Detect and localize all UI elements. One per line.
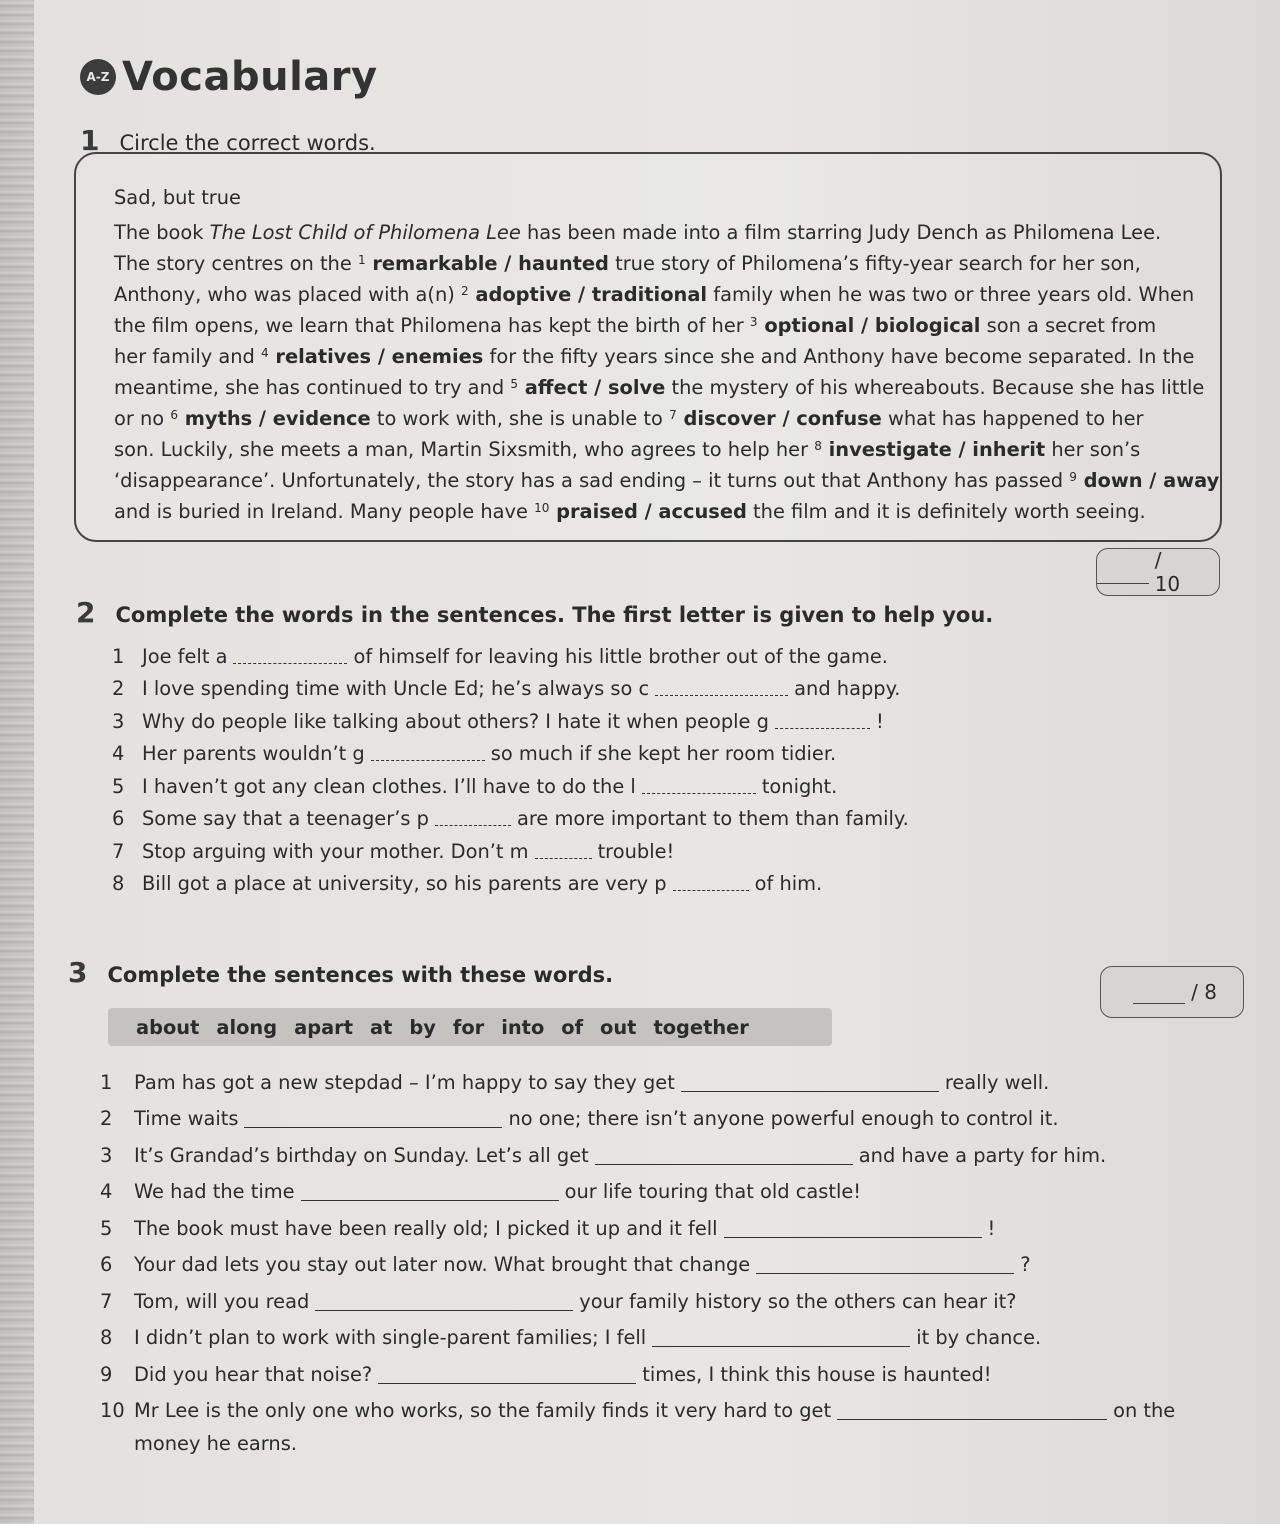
word-choice-option[interactable]: optional / biological (757, 314, 981, 337)
item-number: 1 (112, 644, 125, 668)
answer-blank[interactable] (378, 1365, 636, 1384)
sentence-end: ! (875, 709, 884, 733)
item-number: 8 (100, 1326, 113, 1350)
text-segment: or no (114, 407, 171, 430)
exercise-1-score-box (1096, 548, 1220, 596)
word-choice-option[interactable]: affect / solve (517, 376, 666, 399)
exercise-instruction: Complete the words in the sentences. The first letter is given to help you. (115, 603, 994, 627)
book-title: The Lost Child of Philomena Lee (209, 221, 521, 244)
sentence-continuation: money he earns. (134, 1431, 297, 1455)
word-bank-item: out (600, 1015, 637, 1039)
word-bank-item: by (409, 1015, 436, 1039)
text-line (114, 496, 1190, 527)
letter-blank[interactable] (775, 714, 870, 729)
letter-blank[interactable] (655, 681, 788, 696)
sentence-start: Why do people like talking about others? I hate it when people g (142, 709, 769, 733)
text-segment: family when he was two or three years old. When (707, 283, 1195, 306)
sentence-start: Pam has got a new stepdad – I’m happy to say they get (134, 1070, 675, 1094)
word-bank-item: for (452, 1015, 485, 1039)
sentence-start: Her parents wouldn’t g (142, 742, 365, 766)
sentence-item (100, 1247, 1175, 1284)
text-subtitle: Sad, but true (114, 186, 241, 209)
gap-number: 1 (357, 253, 366, 267)
sentence-start: Did you hear that noise? (134, 1362, 373, 1386)
sentence-start: We had the time (134, 1180, 295, 1204)
text-segment: son a secret from (980, 314, 1157, 337)
sentence-start: It’s Grandad’s birthday on Sunday. Let’s all get (134, 1143, 589, 1167)
sentence-item (100, 1283, 1175, 1320)
word-bank (108, 1008, 832, 1046)
sentence-start: Your dad lets you stay out later now. What brought that change (134, 1253, 751, 1277)
sentence-start: Bill got a place at university, so his parents are very p (142, 872, 667, 896)
sentence-item (100, 1393, 1175, 1430)
section-header (80, 54, 378, 100)
sentence-item (100, 1137, 1175, 1174)
exercise-3-list (100, 1064, 1175, 1457)
sentence-item (100, 1356, 1175, 1393)
sentence-end: ! (987, 1216, 996, 1240)
text-line (114, 310, 1190, 341)
sentence-item (112, 835, 909, 868)
exercise-number: 2 (76, 596, 96, 629)
sentence-item (112, 705, 909, 738)
sentence-end: tonight. (761, 774, 838, 798)
gap-number: 2 (461, 284, 469, 298)
answer-blank[interactable] (756, 1255, 1014, 1274)
sentence-end: no one; there isn’t anyone powerful enough to control it. (508, 1107, 1059, 1131)
item-number: 3 (100, 1143, 113, 1167)
item-number: 10 (100, 1399, 125, 1423)
text-line (114, 341, 1195, 372)
sentence-start: Time waits (134, 1107, 239, 1131)
text-body (114, 217, 1220, 527)
letter-blank[interactable] (371, 746, 485, 761)
word-bank-item: together (653, 1015, 749, 1039)
word-bank-item: about (136, 1015, 200, 1039)
text-segment: son. Luckily, she meets a man, Martin Sixsmith, who agrees to help her (114, 438, 815, 461)
sentence-end: and have a party for him. (858, 1143, 1107, 1167)
text-segment: The story centres on the (114, 252, 358, 275)
vocabulary-badge-icon: A-Z (80, 59, 116, 95)
text-segment: for the fifty years since she and Anthony have become separated. In the (483, 345, 1195, 368)
text-segment: and is buried in Ireland. Many people have (114, 500, 535, 523)
answer-blank[interactable] (595, 1146, 853, 1165)
score-total: / 10 (1154, 548, 1181, 596)
word-choice-option[interactable]: remarkable / haunted (365, 252, 609, 275)
text-line (114, 279, 1195, 310)
sentence-item (112, 738, 909, 771)
word-choice-option[interactable]: praised / accused (549, 500, 747, 523)
text-segment: true story of Philomena’s fifty-year search for her son, (608, 252, 1141, 275)
text-segment: meantime, she has continued to try and (114, 376, 511, 399)
sentence-end: so much if she kept her room tidier. (490, 742, 837, 766)
sentence-item (112, 803, 909, 836)
gap-number: 10 (534, 501, 550, 515)
item-number: 1 (100, 1070, 113, 1094)
word-bank-item: at (370, 1015, 393, 1039)
item-number: 5 (100, 1216, 113, 1240)
score-total: / 8 (1191, 980, 1217, 1004)
word-choice-option[interactable]: relatives / enemies (268, 345, 484, 368)
sentence-end: on the (1113, 1399, 1176, 1423)
sentence-item (100, 1210, 1175, 1247)
exercise-2-list (112, 640, 909, 900)
word-bank-item: along (216, 1015, 278, 1039)
word-choice-option[interactable]: myths / evidence (177, 407, 371, 430)
sentence-item (100, 1101, 1175, 1138)
word-choice-option[interactable]: discover / confuse (676, 407, 882, 430)
item-number: 4 (100, 1180, 113, 1204)
answer-blank[interactable] (244, 1109, 502, 1128)
item-number: 5 (112, 774, 125, 798)
letter-blank[interactable] (233, 649, 347, 664)
text-segment: to work with, she is unable to (370, 407, 670, 430)
gap-number: 5 (510, 377, 518, 391)
item-number: 2 (100, 1107, 113, 1131)
text-segment: ‘disappearance’. Unfortunately, the story has a sad ending – it turns out that Anthony has passed (114, 469, 1070, 492)
sentence-end: really well. (944, 1070, 1050, 1094)
gap-number: 7 (669, 408, 677, 422)
answer-blank[interactable] (315, 1292, 573, 1311)
text-segment: has been made into a film starring Judy Dench as Philomena Lee. (520, 221, 1162, 244)
text-line (114, 434, 1190, 465)
text-line (114, 465, 1220, 496)
sentence-item (100, 1174, 1175, 1211)
letter-blank[interactable] (642, 779, 756, 794)
text-segment: her family and (114, 345, 262, 368)
sentence-end: times, I think this house is haunted! (642, 1362, 992, 1386)
item-number: 8 (112, 872, 125, 896)
sentence-start: I haven’t got any clean clothes. I’ll have to do the l (142, 774, 636, 798)
gap-number: 6 (170, 408, 178, 422)
word-choice-option[interactable]: adoptive / traditional (468, 283, 708, 306)
sentence-end: of him. (754, 872, 823, 896)
gap-number: 4 (261, 346, 269, 360)
sentence-end: are more important to them than family. (516, 807, 909, 831)
item-number: 2 (112, 677, 125, 701)
word-bank-item: into (501, 1015, 545, 1039)
text-segment: the film opens, we learn that Philomena has kept the birth of her (114, 314, 750, 337)
text-line (114, 403, 1190, 434)
answer-blank[interactable] (681, 1073, 939, 1092)
gap-number: 8 (814, 439, 822, 453)
item-number: 7 (100, 1289, 113, 1313)
text-segment: the mystery of his whereabouts. Because she has little (665, 376, 1205, 399)
sentence-end: your family history so the others can hear it? (579, 1289, 1017, 1313)
text-segment: Anthony, who was placed with a(n) (114, 283, 461, 306)
sentence-item (112, 868, 909, 901)
item-number: 3 (112, 709, 125, 733)
sentence-end: our life touring that old castle! (564, 1180, 862, 1204)
sentence-start: Tom, will you read (134, 1289, 310, 1313)
word-choice-option[interactable]: down / away (1076, 469, 1220, 492)
exercise-number: 3 (68, 956, 88, 989)
sentence-item (112, 770, 909, 803)
sentence-start: I didn’t plan to work with single-parent families; I fell (134, 1326, 647, 1350)
text-line (114, 372, 1205, 403)
sentence-start: Some say that a teenager’s p (142, 807, 429, 831)
sentence-start: Mr Lee is the only one who works, so the family finds it very hard to get (134, 1399, 832, 1423)
letter-blank[interactable] (673, 876, 749, 891)
text-segment: the film and it is definitely worth seeing. (746, 500, 1146, 523)
sentence-end: ? (1020, 1253, 1031, 1277)
sentence-start: I love spending time with Uncle Ed; he’s always so c (142, 677, 650, 701)
sentence-item (100, 1064, 1175, 1101)
letter-blank[interactable] (535, 844, 592, 859)
item-number: 7 (112, 839, 125, 863)
sentence-start: The book must have been really old; I picked it up and it fell (134, 1216, 718, 1240)
text-segment: what has happened to her (881, 407, 1144, 430)
book-spine (0, 0, 34, 1524)
answer-blank[interactable] (301, 1182, 559, 1201)
word-bank-item: of (561, 1015, 584, 1039)
exercise-3-heading (68, 956, 613, 989)
word-choice-option[interactable]: investigate / inherit (821, 438, 1046, 461)
page-title: Vocabulary (122, 54, 378, 100)
sentence-item (100, 1320, 1175, 1357)
text-segment: her son’s (1045, 438, 1141, 461)
text-line (114, 248, 1190, 279)
item-number: 9 (100, 1362, 113, 1386)
score-blank[interactable] (1097, 561, 1149, 584)
exercise-instruction: Complete the sentences with these words. (107, 963, 614, 987)
exercise-2-heading (76, 596, 993, 629)
exercise-2-score-box (1100, 966, 1244, 1018)
sentence-item (112, 673, 909, 706)
sentence-end: it by chance. (916, 1326, 1042, 1350)
item-number: 6 (100, 1253, 113, 1277)
sentence-end: and happy. (794, 677, 901, 701)
exercise-number: 1 (80, 124, 100, 157)
sentence-end: trouble! (597, 839, 675, 863)
gap-number: 3 (749, 315, 758, 329)
sentence-item (112, 640, 909, 673)
score-blank[interactable] (1133, 981, 1185, 1004)
sentence-start: Stop arguing with your mother. Don’t m (142, 839, 529, 863)
text-line (114, 217, 1190, 248)
exercise-instruction: Circle the correct words. (119, 131, 376, 155)
sentence-start: Joe felt a (142, 644, 228, 668)
sentence-end: of himself for leaving his little brother out of the game. (353, 644, 888, 668)
reading-text-box (74, 152, 1222, 542)
gap-number: 9 (1069, 470, 1077, 484)
text-segment: The book (114, 221, 210, 244)
word-bank-item: apart (294, 1015, 354, 1039)
answer-blank[interactable] (652, 1328, 910, 1347)
item-number: 6 (112, 807, 125, 831)
letter-blank[interactable] (435, 811, 511, 826)
answer-blank[interactable] (837, 1401, 1107, 1420)
item-number: 4 (112, 742, 125, 766)
answer-blank[interactable] (724, 1219, 982, 1238)
